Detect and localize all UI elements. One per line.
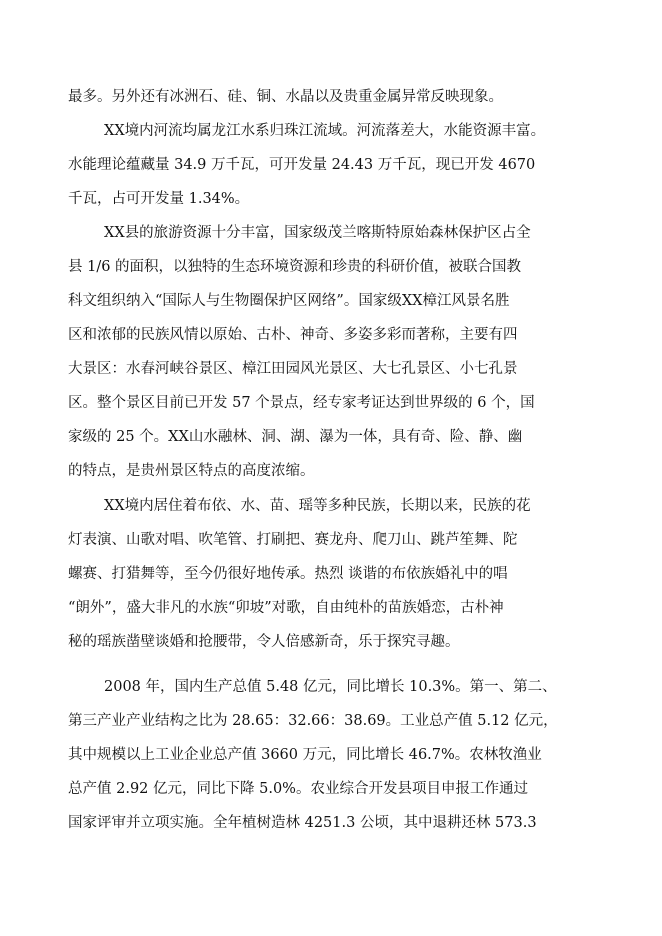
text-line: 千瓦，占可开发量 1.34%。 bbox=[68, 191, 250, 207]
text-line: 总产值 2.92 亿元，同比下降 5.0%。农业综合开发县项目申报工作通过 bbox=[68, 781, 528, 797]
text-line: 水能理论蕴藏量 34.9 万千瓦，可开发量 24.43 万千瓦，现已开发 4670 bbox=[68, 157, 536, 173]
text-line: 的特点，是贵州景区特点的高度浓缩。 bbox=[68, 463, 315, 479]
text-line: 灯表演、山歌对唱、吹笔管、打刷把、赛龙舟、爬刀山、跳芦笙舞、陀 bbox=[68, 532, 518, 548]
text-line: 区和浓郁的民族风情以原始、古朴、神奇、多姿多彩而著称，主要有四 bbox=[68, 327, 518, 343]
text-line: XX境内河流均属龙江水系归珠江流域。河流落差大，水能资源丰富。 bbox=[104, 123, 546, 139]
text-line: 大景区：水春河峡谷景区、樟江田园风光景区、大七孔景区、小七孔景 bbox=[68, 361, 518, 377]
text-line: 其中规模以上工业企业总产值 3660 万元，同比增长 46.7%。农林牧渔业 bbox=[68, 747, 542, 763]
text-line: 县 1/6 的面积，以独特的生态环境资源和珍贵的科研价值，被联合国教 bbox=[68, 259, 522, 275]
text-line: XX县的旅游资源十分丰富，国家级茂兰喀斯特原始森林保护区占全 bbox=[104, 225, 531, 241]
text-line: 国家评审并立项实施。全年植树造林 4251.3 公顷，其中退耕还林 573.3 bbox=[68, 815, 537, 831]
text-line: 科文组织纳入“国际人与生物圈保护区网络”。国家级XX樟江风景名胜 bbox=[68, 293, 510, 309]
text-line: 螺赛、打猎舞等，至今仍很好地传承。热烈 谈谐的布依族婚礼中的唱 bbox=[68, 566, 508, 582]
text-line: 2008 年，国内生产总值 5.48 亿元，同比增长 10.3%。第一、第二、 bbox=[104, 679, 557, 695]
text-line: 家级的 25 个。XX山水融林、洞、湖、瀑为一体，具有奇、险、静、幽 bbox=[68, 429, 523, 445]
text-line: 区。整个景区目前已开发 57 个景点，经专家考证达到世界级的 6 个，国 bbox=[68, 395, 535, 411]
text-line: 最多。另外还有冰洲石、硅、铜、水晶以及贵重金属异常反映现象。 bbox=[68, 89, 503, 105]
text-line: “朗外”，盛大非凡的水族“卯坡”对歌，自由纯朴的苗族婚恋，古朴神 bbox=[68, 600, 504, 616]
text-line: 秘的瑶族凿壁谈婚和抢腰带，令人倍感新奇，乐于探究寻趣。 bbox=[68, 634, 460, 650]
text-line: 第三产业产业结构之比为 28.65：32.66：38.69。工业总产值 5.12 亿元， bbox=[68, 713, 558, 729]
text-line: XX境内居住着布依、水、苗、瑶等多种民族，长期以来，民族的花 bbox=[104, 498, 531, 514]
